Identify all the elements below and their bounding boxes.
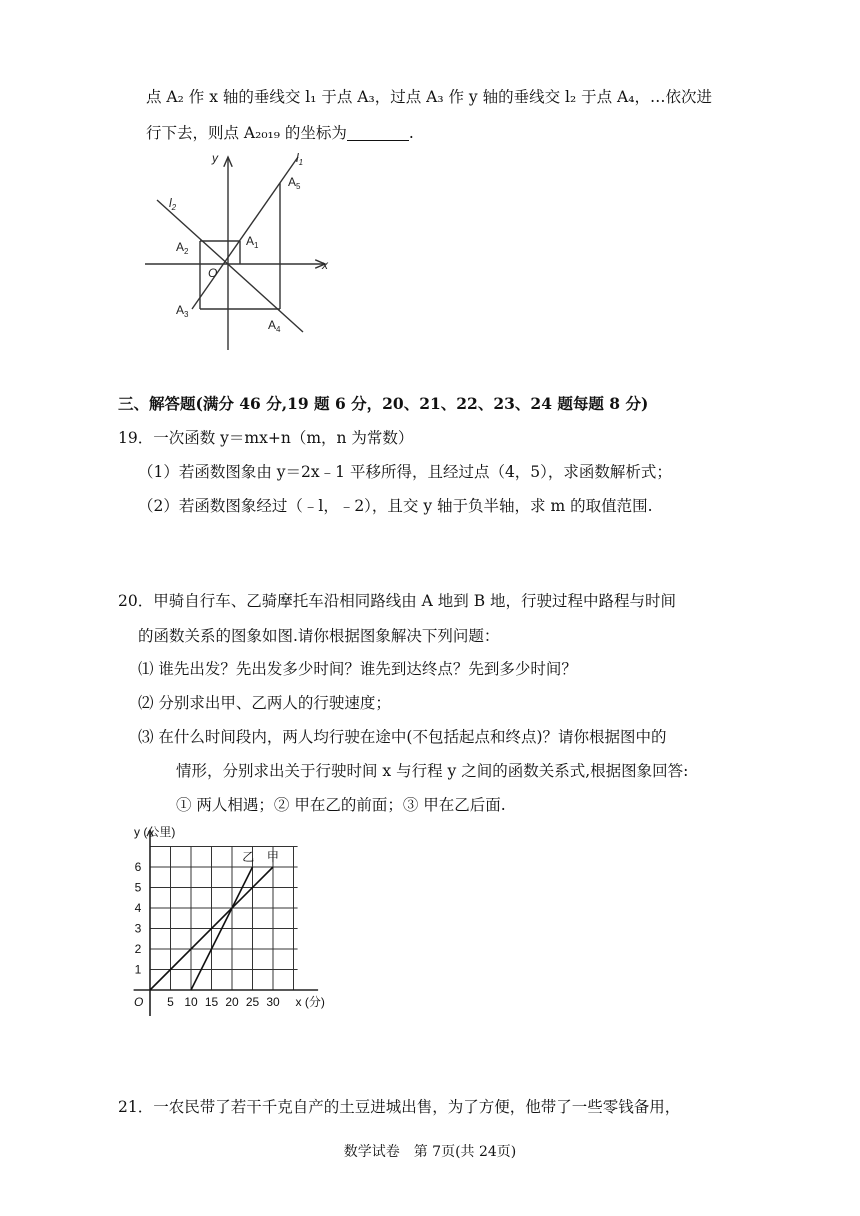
answer-blank xyxy=(347,124,409,141)
y-tick-label: 1 xyxy=(134,962,142,977)
series-label-jia: 甲 xyxy=(266,850,279,864)
fig1-A4-label: $A_4$ xyxy=(268,318,281,334)
q20-stem-line1: 20．甲骑自行车、乙骑摩托车沿相同路线由 A 地到 B 地，行驶过程中路程与时间 xyxy=(118,592,677,610)
x-tick-label: 30 xyxy=(266,995,280,1009)
q20-stem-line2: 的函数关系的图象如图.请你根据图象解决下列问题： xyxy=(138,627,500,645)
fig1-A3-label: $A_3$ xyxy=(176,303,189,319)
q20-part3-line2: 情形，分别求出关于行驶时间 x 与行程 y 之间的函数关系式,根据图象回答: xyxy=(176,762,689,780)
q20-part3-line3: ① 两人相遇；② 甲在乙的前面；③ 甲在乙后面. xyxy=(176,796,506,814)
y-tick-label: 5 xyxy=(134,880,142,895)
x-tick-label: 5 xyxy=(167,995,174,1009)
series-label-yi: 乙 xyxy=(242,850,255,864)
q19-part1: （1）若函数图象由 y＝2x﹣1 平移所得，且经过点（4，5），求函数解析式； xyxy=(138,463,672,481)
x-tick-label: 25 xyxy=(245,995,260,1009)
q21-stem: 21．一农民带了若干千克自产的土豆进城出售，为了方便，他带了一些零钱备用， xyxy=(118,1098,681,1116)
q18-line2 xyxy=(146,122,414,144)
y-tick-label: 3 xyxy=(134,921,142,936)
q18-line1: 点 A₂ 作 x 轴的垂线交 l₁ 于点 A₃，过点 A₃ 作 y 轴的垂线交 l₂ 于点 A₄，…依次进 xyxy=(146,88,712,106)
line-l1 xyxy=(192,157,298,309)
q19-part2: （2）若函数图象经过（﹣l，﹣2），且交 y 轴于负半轴，求 m 的取值范围. xyxy=(138,497,653,515)
distance-time-chart xyxy=(120,816,360,1016)
fig1-A2-label: $A_2$ xyxy=(176,240,189,256)
figure-coordinate-lines xyxy=(140,145,340,355)
origin-label: O xyxy=(134,995,144,1009)
y-tick-label: 4 xyxy=(134,901,142,915)
page-footer: 数学试卷 第 7页(共 24页) xyxy=(343,1144,517,1160)
y-tick-label: 6 xyxy=(134,860,142,874)
q19-stem: 19．一次函数 y＝mx+n（m，n 为常数） xyxy=(118,429,414,447)
y-axis-label: y (公里) xyxy=(134,825,176,840)
fig1-y-label: y xyxy=(212,151,218,165)
fig1-A5-label: $A_5$ xyxy=(288,175,301,191)
x-tick-label: 15 xyxy=(204,995,219,1009)
fig1-l1-label: $l_1$ xyxy=(296,151,304,167)
x-tick-label: 10 xyxy=(184,995,198,1009)
q18-line2-text: 行下去，则点 A₂₀₁₉ 的坐标为 xyxy=(146,124,347,142)
q20-part1: ⑴ 谁先出发？先出发多少时间？谁先到达终点？先到多少时间？ xyxy=(138,660,577,678)
fig1-l2-label: $l_2$ xyxy=(169,196,177,212)
fig1-x-label: x xyxy=(322,258,328,272)
x-tick-label: 20 xyxy=(225,995,239,1009)
y-tick-label: 2 xyxy=(134,942,142,956)
q18-line2-end: . xyxy=(408,124,414,142)
q20-part3-line1: ⑶ 在什么时间段内，两人均行驶在途中(不包括起点和终点)？请你根据图中的 xyxy=(138,728,667,746)
x-axis-label: x (分) xyxy=(295,995,325,1009)
q20-part2: ⑵ 分别求出甲、乙两人的行驶速度； xyxy=(138,694,391,712)
fig1-O-label: O xyxy=(208,266,218,280)
section-heading: 三、解答题(满分 46 分,19 题 6 分，20、21、22、23、24 题每题 8 分) xyxy=(118,394,649,413)
fig1-A1-label: $A_1$ xyxy=(246,234,259,250)
